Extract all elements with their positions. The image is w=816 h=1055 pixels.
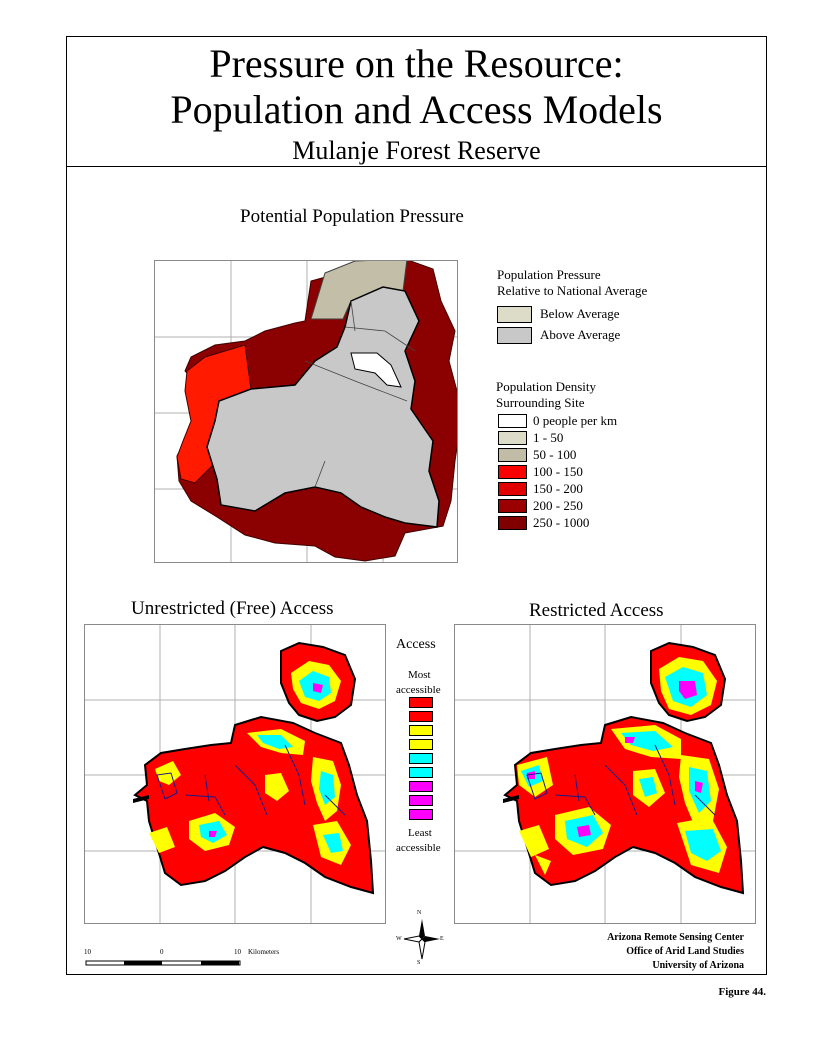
- access-swatch-3: [409, 725, 433, 736]
- most-accessible-label-1: Most: [408, 669, 431, 681]
- least-accessible-label-2: accessible: [396, 842, 441, 854]
- credit-line-1: Arizona Remote Sensing Center: [607, 932, 744, 943]
- access-legend-heading: Access: [396, 637, 436, 652]
- credits: [607, 931, 744, 973]
- scale-label-zero: 0: [160, 948, 164, 956]
- free-access-map: [84, 624, 386, 924]
- main-massif: [505, 717, 743, 893]
- density-swatch-4: [498, 482, 527, 496]
- least-accessible-label-1: Least: [408, 827, 432, 839]
- density-legend-heading-1: Population Density: [496, 379, 597, 394]
- population-pressure-map: [154, 260, 458, 563]
- pressure-legend-heading-1: Population Pressure: [497, 267, 601, 282]
- north-arrow-icon: [396, 910, 444, 970]
- density-swatch-1: [498, 431, 527, 445]
- density-label-5: 200 - 250: [533, 498, 583, 513]
- density-swatch-5: [498, 499, 527, 513]
- density-label-1: 1 - 50: [533, 430, 564, 445]
- east-label: E: [440, 936, 444, 942]
- title-divider: [66, 166, 767, 167]
- north-label: N: [417, 910, 422, 916]
- below-average-label: Below Average: [540, 306, 620, 321]
- west-label: W: [396, 936, 402, 942]
- access-swatch-8: [409, 795, 433, 806]
- access-swatch-2: [409, 711, 433, 722]
- access-swatch-7: [409, 781, 433, 792]
- scale-bar: [84, 950, 294, 979]
- main-massif: [135, 717, 373, 893]
- density-swatch-2: [498, 448, 527, 462]
- access-swatch-5: [409, 753, 433, 764]
- north-lobe: [281, 643, 355, 721]
- density-label-2: 50 - 100: [533, 447, 577, 462]
- density-label-3: 100 - 150: [533, 464, 583, 479]
- scale-label-right: 10: [234, 948, 241, 956]
- above-average-swatch: [497, 327, 532, 344]
- free-access-title: Unrestricted (Free) Access: [131, 598, 334, 619]
- restricted-access-title: Restricted Access: [529, 600, 664, 621]
- figure-label: Figure 44.: [718, 986, 766, 998]
- map-title-line2: Population and Access Models: [170, 87, 663, 132]
- population-map-title: Potential Population Pressure: [240, 206, 464, 227]
- access-swatch-9: [409, 809, 433, 820]
- pressure-legend-heading-2: Relative to National Average: [497, 283, 648, 298]
- credit-line-2: Office of Arid Land Studies: [626, 946, 744, 957]
- access-swatch-1: [409, 697, 433, 708]
- map-subtitle: Mulanje Forest Reserve: [292, 136, 541, 165]
- density-label-6: 250 - 1000: [533, 515, 590, 530]
- scale-label-left: 10: [84, 948, 91, 956]
- density-swatch-3: [498, 465, 527, 479]
- density-label-0: 0 people per km: [533, 413, 618, 428]
- access-swatch-6: [409, 767, 433, 778]
- density-legend-heading-2: Surrounding Site: [496, 395, 585, 410]
- south-label: S: [417, 960, 421, 966]
- below-average-swatch: [497, 306, 532, 323]
- above-average-label: Above Average: [540, 327, 621, 342]
- north-lobe: [651, 643, 725, 721]
- most-accessible-label-2: accessible: [396, 684, 441, 696]
- density-swatch-6: [498, 516, 527, 530]
- density-swatch-0: [498, 414, 527, 428]
- access-swatch-4: [409, 739, 433, 750]
- scale-unit: Kilometers: [248, 948, 280, 956]
- density-label-4: 150 - 200: [533, 481, 583, 496]
- map-title-line1: Pressure on the Resource:: [209, 41, 624, 86]
- credit-line-3: University of Arizona: [652, 960, 744, 971]
- restricted-access-map: [454, 624, 756, 924]
